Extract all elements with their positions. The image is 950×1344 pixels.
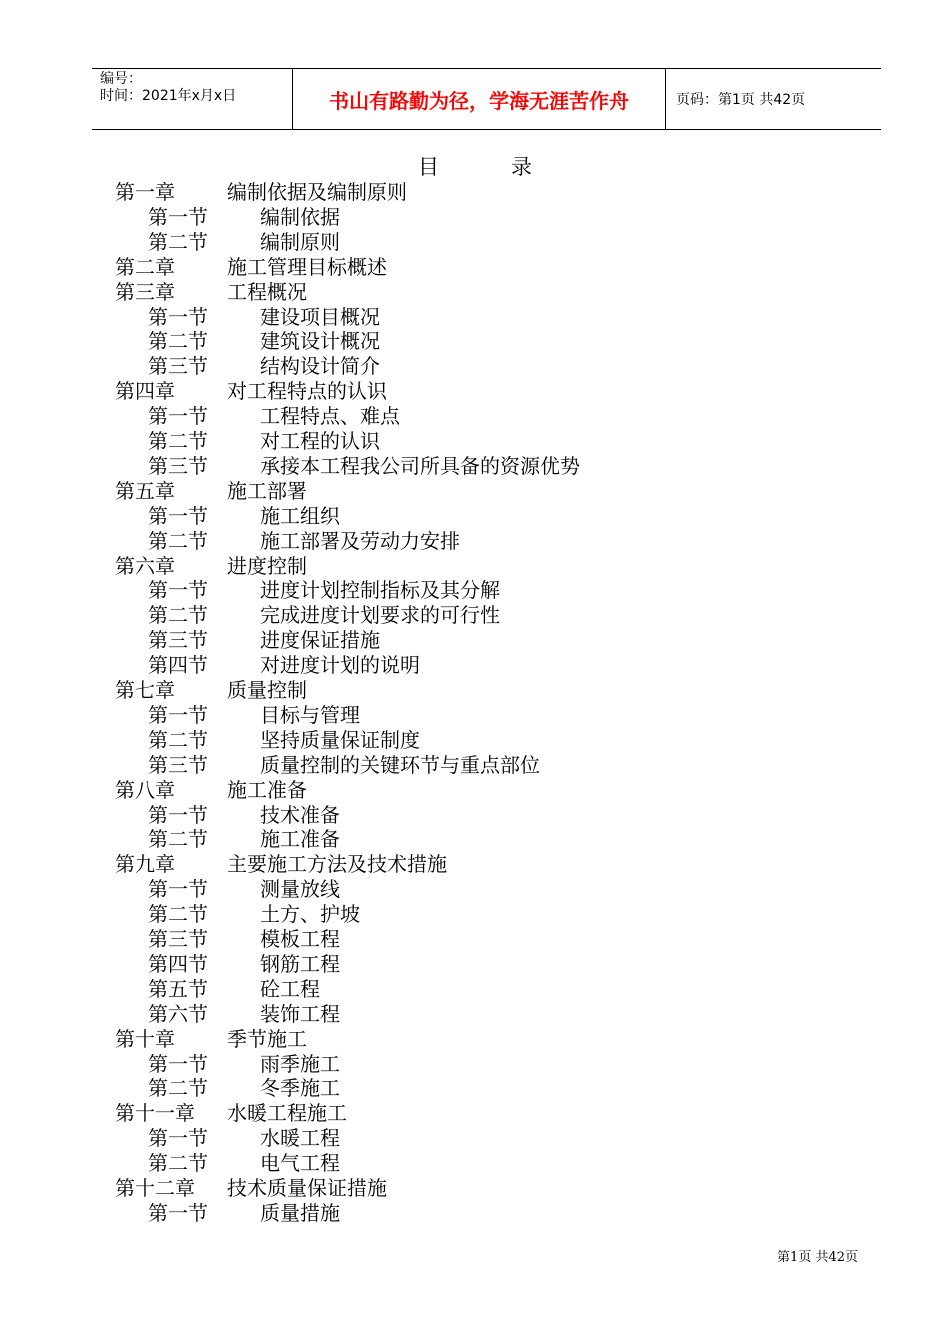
- toc-entry-number: 第二节: [148, 902, 208, 927]
- doc-number-label: 编号：: [100, 71, 142, 87]
- toc-title: 目录: [418, 155, 604, 179]
- toc-chapter-row: [0, 678, 950, 703]
- toc-entry-title: 水暖工程: [260, 1126, 340, 1151]
- header-meta-cell: [92, 69, 293, 129]
- page-header: [92, 68, 881, 130]
- toc-section-row: [0, 1002, 950, 1027]
- toc-section-row: [0, 404, 950, 429]
- toc-section-row: [0, 1126, 950, 1151]
- toc-entry-title: 土方、护坡: [260, 902, 360, 927]
- toc-entry-number: 第一节: [148, 304, 208, 329]
- toc-entry-number: 第三节: [148, 752, 208, 777]
- toc-entry-title: 目标与管理: [260, 702, 360, 727]
- toc-entry-title: 质量控制: [227, 678, 307, 702]
- toc-entry-number: 第七章: [115, 678, 175, 702]
- toc-section-row: [0, 703, 950, 728]
- toc-section-row: [0, 354, 950, 379]
- toc-entry-title: 建筑设计概况: [260, 329, 380, 354]
- toc-chapter-row: [0, 180, 950, 205]
- toc-chapter-row: [0, 1176, 950, 1201]
- header-page-info: 页码：第1页 共42页: [676, 92, 806, 108]
- toc-entry-title: 质量控制的关键环节与重点部位: [260, 752, 540, 777]
- toc-entry-title: 结构设计简介: [260, 354, 380, 379]
- toc-entry-title: 质量措施: [260, 1200, 340, 1225]
- toc-section-row: [0, 504, 950, 529]
- toc-entry-title: 施工准备: [260, 827, 340, 852]
- toc-entry-number: 第一节: [148, 578, 208, 603]
- toc-chapter-row: [0, 852, 950, 877]
- toc-section-row: [0, 1052, 950, 1077]
- toc-entry-title: 技术准备: [260, 802, 340, 827]
- toc-chapter-row: [0, 554, 950, 579]
- toc-section-row: [0, 827, 950, 852]
- toc-section-row: [0, 1201, 950, 1226]
- toc-entry-title: 测量放线: [260, 877, 340, 902]
- toc-entry-title: 工程特点、难点: [260, 404, 400, 429]
- toc-entry-title: 建设项目概况: [260, 304, 380, 329]
- toc-section-row: [0, 977, 950, 1002]
- toc-entry-title: 坚持质量保证制度: [260, 727, 420, 752]
- toc-entry-number: 第二节: [148, 429, 208, 453]
- toc-entry-number: 第五章: [115, 478, 175, 503]
- toc-entry-number: 第一节: [148, 1126, 208, 1151]
- toc-entry-title: 砼工程: [260, 976, 320, 1001]
- header-motto: 书山有路勤为径，学海无涯苦作舟: [293, 69, 666, 129]
- toc-entry-number: 第三节: [148, 628, 208, 653]
- toc-chapter-row: [0, 1027, 950, 1052]
- toc-entry-title: 雨季施工: [260, 1051, 340, 1076]
- toc-entry-number: 第二节: [148, 528, 208, 553]
- toc-section-row: [0, 653, 950, 678]
- toc-entry-number: 第十二章: [115, 1176, 195, 1200]
- toc-entry-number: 第一章: [115, 180, 175, 204]
- toc-entry-number: 第二节: [148, 1076, 208, 1101]
- toc-entry-title: 完成进度计划要求的可行性: [260, 603, 500, 628]
- toc-entry-number: 第十章: [115, 1026, 175, 1051]
- date-label: 时间：2021年x月x日: [100, 88, 237, 104]
- toc-chapter-row: [0, 1101, 950, 1126]
- toc-section-row: [0, 578, 950, 603]
- toc-section-row: [0, 952, 950, 977]
- toc-entry-title: 水暖工程施工: [227, 1101, 347, 1126]
- toc-section-row: [0, 1076, 950, 1101]
- toc-section-row: [0, 230, 950, 255]
- toc-entry-number: 第二节: [148, 1151, 208, 1176]
- toc-section-row: [0, 902, 950, 927]
- toc-entry-number: 第二节: [148, 229, 208, 254]
- toc-entry-number: 第三节: [148, 927, 208, 951]
- toc-chapter-row: [0, 379, 950, 404]
- toc-entry-title: 工程概况: [227, 279, 307, 304]
- toc-section-row: [0, 753, 950, 778]
- toc-entry-number: 第三节: [148, 453, 208, 478]
- toc-entry-title: 进度计划控制指标及其分解: [260, 578, 500, 603]
- toc-section-row: [0, 454, 950, 479]
- toc-section-row: [0, 803, 950, 828]
- toc-chapter-row: [0, 280, 950, 305]
- toc-entry-title: 进度保证措施: [260, 628, 380, 653]
- toc-entry-title: 冬季施工: [260, 1076, 340, 1101]
- toc-entry-number: 第三章: [115, 279, 175, 304]
- toc-entry-title: 编制原则: [260, 229, 340, 254]
- toc-entry-number: 第五节: [148, 976, 208, 1001]
- toc-entry-number: 第九章: [115, 852, 175, 877]
- toc-section-row: [0, 628, 950, 653]
- toc-entry-number: 第二节: [148, 329, 208, 354]
- toc-section-row: [0, 529, 950, 554]
- toc-entry-title: 主要施工方法及技术措施: [227, 852, 447, 877]
- toc-entry-number: 第四节: [148, 951, 208, 976]
- toc-chapter-row: [0, 778, 950, 803]
- toc-section-row: [0, 305, 950, 330]
- toc-section-row: [0, 728, 950, 753]
- toc-entry-number: 第六节: [148, 1001, 208, 1026]
- toc-section-row: [0, 429, 950, 454]
- toc-entry-title: 模板工程: [260, 927, 340, 951]
- toc-entry-title: 施工准备: [227, 777, 307, 802]
- toc-entry-number: 第一节: [148, 877, 208, 902]
- toc-entry-number: 第六章: [115, 553, 175, 578]
- toc-entry-title: 进度控制: [227, 553, 307, 578]
- toc-entry-number: 第十一章: [115, 1101, 195, 1126]
- toc-section-row: [0, 603, 950, 628]
- toc-entry-number: 第一节: [148, 404, 208, 429]
- toc-entry-title: 电气工程: [260, 1151, 340, 1176]
- toc-chapter-row: [0, 479, 950, 504]
- toc-entry-number: 第四章: [115, 379, 175, 404]
- toc-entry-title: 对工程的认识: [260, 429, 380, 453]
- toc-entry-title: 施工部署及劳动力安排: [260, 528, 460, 553]
- toc-entry-title: 技术质量保证措施: [227, 1176, 387, 1200]
- toc-entry-title: 钢筋工程: [260, 951, 340, 976]
- toc-entry-title: 施工组织: [260, 503, 340, 528]
- toc-section-row: [0, 927, 950, 952]
- toc-entry-number: 第一节: [148, 802, 208, 827]
- toc-section-row: [0, 329, 950, 354]
- toc-entry-title: 施工管理目标概述: [227, 254, 387, 279]
- toc-entry-number: 第一节: [148, 503, 208, 528]
- toc-entry-number: 第一节: [148, 1200, 208, 1225]
- page-footer: 第1页 共42页: [777, 1250, 858, 1265]
- toc-entry-title: 对进度计划的说明: [260, 653, 420, 678]
- toc-section-row: [0, 205, 950, 230]
- toc-entry-number: 第四节: [148, 653, 208, 678]
- toc-entry-number: 第二节: [148, 727, 208, 752]
- toc-entry-number: 第一节: [148, 702, 208, 727]
- toc-entry-title: 承接本工程我公司所具备的资源优势: [260, 453, 580, 478]
- toc-entry-title: 施工部署: [227, 478, 307, 503]
- toc-chapter-row: [0, 255, 950, 280]
- toc-entry-number: 第二章: [115, 254, 175, 279]
- toc-entry-number: 第二节: [148, 603, 208, 628]
- toc-entry-title: 编制依据: [260, 204, 340, 229]
- toc-entry-number: 第三节: [148, 354, 208, 379]
- toc-section-row: [0, 877, 950, 902]
- toc-entry-number: 第八章: [115, 777, 175, 802]
- toc-entry-title: 对工程特点的认识: [227, 379, 387, 404]
- toc-entry-title: 编制依据及编制原则: [227, 180, 407, 204]
- toc-entry-title: 季节施工: [227, 1026, 307, 1051]
- toc-entry-number: 第一节: [148, 1051, 208, 1076]
- toc-entry-number: 第二节: [148, 827, 208, 852]
- toc-section-row: [0, 1151, 950, 1176]
- toc-entry-number: 第一节: [148, 204, 208, 229]
- toc-entry-title: 装饰工程: [260, 1001, 340, 1026]
